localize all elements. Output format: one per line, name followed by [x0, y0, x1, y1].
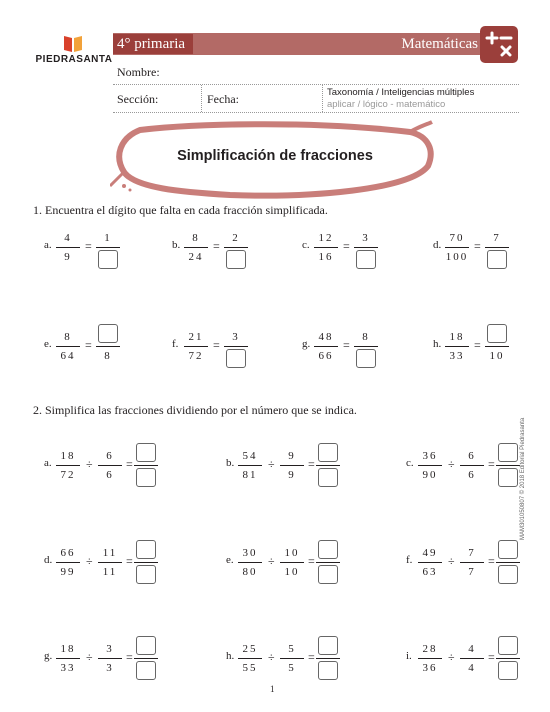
- numerator: 11: [102, 547, 118, 559]
- answer-numerator-box[interactable]: [498, 443, 518, 462]
- fraction-bar: [184, 247, 208, 248]
- answer-denominator-box[interactable]: [318, 661, 338, 680]
- exercise-label: f.: [406, 554, 413, 566]
- answer-box[interactable]: [98, 250, 118, 269]
- denominator: 36: [422, 662, 438, 674]
- exercise-label: e.: [226, 554, 234, 566]
- divide-sign: ÷: [448, 457, 455, 471]
- given-fraction: [56, 546, 80, 579]
- denominator: 72: [188, 350, 204, 362]
- result-denominator: [485, 349, 509, 363]
- denominator: 64: [60, 350, 76, 362]
- numerator: 7: [468, 547, 476, 559]
- plus-minus-times-icon: [480, 26, 518, 63]
- answer-numerator-box[interactable]: [136, 443, 156, 462]
- exercise-label: b.: [226, 457, 235, 469]
- exercise-label: b.: [172, 239, 181, 251]
- taxonomy-sub-label: aplicar / lógico - matemático: [327, 99, 446, 110]
- equals-sign: =: [343, 239, 350, 253]
- fraction-bar: [56, 465, 80, 466]
- answer-numerator-box[interactable]: [136, 540, 156, 559]
- numerator: 54: [242, 450, 258, 462]
- name-line[interactable]: [113, 84, 519, 85]
- numerator: 66: [60, 547, 76, 559]
- denominator: 80: [242, 566, 258, 578]
- brand-logo: [34, 34, 114, 74]
- denominator: 90: [422, 469, 438, 481]
- given-fraction: [184, 330, 208, 363]
- answer-denominator-box[interactable]: [498, 565, 518, 584]
- given-fraction: [56, 231, 80, 264]
- denominator: 7: [468, 566, 476, 578]
- denominator: 33: [60, 662, 76, 674]
- divisor-fraction: [280, 449, 304, 482]
- denominator: 16: [318, 251, 334, 263]
- fraction-bar: [445, 247, 469, 248]
- numerator: 6: [106, 450, 114, 462]
- answer-numerator-box[interactable]: [318, 540, 338, 559]
- answer-denominator-box[interactable]: [318, 565, 338, 584]
- date-label: Fecha:: [207, 92, 239, 106]
- fraction-bar: [98, 562, 122, 563]
- exercise-label: g.: [44, 650, 53, 662]
- numerator: 4: [468, 643, 476, 655]
- equals-sign: =: [308, 554, 315, 568]
- fraction-bar: [134, 562, 158, 563]
- given-fraction: [238, 642, 262, 675]
- numerator: 10: [284, 547, 300, 559]
- divisor-fraction: [98, 546, 122, 579]
- fraction-bar: [316, 465, 340, 466]
- denominator: 6: [106, 469, 114, 481]
- numerator: 18: [60, 643, 76, 655]
- divisor-fraction: [460, 449, 484, 482]
- divide-sign: ÷: [86, 650, 93, 664]
- denominator: 81: [242, 469, 258, 481]
- fraction-bar: [316, 562, 340, 563]
- section-line: [113, 112, 519, 113]
- answer-denominator-box[interactable]: [136, 661, 156, 680]
- equals-sign: =: [308, 650, 315, 664]
- grade-label: 4° primaria: [113, 34, 193, 54]
- divider: [322, 85, 323, 112]
- exercise-label: i.: [406, 650, 412, 662]
- numerator: 18: [60, 450, 76, 462]
- numerator: 18: [449, 331, 465, 343]
- given-fraction: [56, 449, 80, 482]
- equals-sign: =: [85, 338, 92, 352]
- numerator: 28: [422, 643, 438, 655]
- numerator: 9: [288, 450, 296, 462]
- instruction-1: 1. Encuentra el dígito que falta en cada fracción simplificada.: [33, 203, 328, 217]
- fraction-bar: [98, 465, 122, 466]
- answer-box[interactable]: [487, 250, 507, 269]
- equals-sign: =: [85, 239, 92, 253]
- numerator: 8: [64, 331, 72, 343]
- numerator: 36: [422, 450, 438, 462]
- fraction-bar: [460, 658, 484, 659]
- answer-numerator-box[interactable]: [318, 636, 338, 655]
- equals-sign: =: [126, 554, 133, 568]
- numerator: 30: [242, 547, 258, 559]
- numerator: 7: [493, 232, 501, 244]
- fraction-bar: [56, 658, 80, 659]
- result-denominator: [96, 349, 120, 363]
- given-fraction: [56, 330, 80, 363]
- given-fraction: [418, 642, 442, 675]
- divide-sign: ÷: [86, 457, 93, 471]
- denominator: 55: [242, 662, 258, 674]
- numerator: 8: [362, 331, 370, 343]
- given-fraction: [314, 330, 338, 363]
- fraction-bar: [485, 346, 509, 347]
- answer-box[interactable]: [356, 250, 376, 269]
- equals-sign: =: [343, 338, 350, 352]
- fraction-bar: [134, 465, 158, 466]
- fraction-bar: [354, 346, 378, 347]
- denominator: 9: [288, 469, 296, 481]
- result-numerator: [96, 231, 120, 245]
- denominator: 3: [106, 662, 114, 674]
- fraction-bar: [418, 658, 442, 659]
- equals-sign: =: [488, 554, 495, 568]
- denominator: 6: [468, 469, 476, 481]
- answer-denominator-box[interactable]: [318, 468, 338, 487]
- divide-sign: ÷: [86, 554, 93, 568]
- given-fraction: [238, 546, 262, 579]
- fraction-bar: [496, 465, 520, 466]
- divider: [201, 85, 202, 112]
- numerator: 4: [64, 232, 72, 244]
- fraction-bar: [56, 247, 80, 248]
- exercise-label: c.: [302, 239, 310, 251]
- divide-sign: ÷: [268, 650, 275, 664]
- numerator: 49: [422, 547, 438, 559]
- name-label: Nombre:: [117, 65, 160, 79]
- fraction-bar: [238, 465, 262, 466]
- numerator: 48: [318, 331, 334, 343]
- exercise-label: h.: [226, 650, 235, 662]
- fraction-bar: [354, 247, 378, 248]
- fraction-bar: [418, 562, 442, 563]
- answer-numerator-box[interactable]: [136, 636, 156, 655]
- fraction-bar: [314, 247, 338, 248]
- fraction-bar: [280, 562, 304, 563]
- brand-name: PIEDRASANTA: [35, 54, 113, 65]
- answer-box[interactable]: [226, 349, 246, 368]
- divide-sign: ÷: [268, 457, 275, 471]
- fraction-bar: [96, 247, 120, 248]
- fraction-bar: [224, 247, 248, 248]
- equals-sign: =: [308, 457, 315, 471]
- denominator: 24: [188, 251, 204, 263]
- numerator: 3: [232, 331, 240, 343]
- equals-sign: =: [126, 457, 133, 471]
- given-fraction: [238, 449, 262, 482]
- given-fraction: [184, 231, 208, 264]
- answer-denominator-box[interactable]: [136, 468, 156, 487]
- denominator: 10: [489, 350, 505, 362]
- denominator: 63: [422, 566, 438, 578]
- fraction-bar: [56, 562, 80, 563]
- fraction-bar: [280, 465, 304, 466]
- fraction-bar: [280, 658, 304, 659]
- numerator: 6: [468, 450, 476, 462]
- fraction-bar: [445, 346, 469, 347]
- divisor-fraction: [280, 642, 304, 675]
- numerator: 3: [106, 643, 114, 655]
- fraction-bar: [314, 346, 338, 347]
- divisor-fraction: [460, 546, 484, 579]
- divide-sign: ÷: [448, 554, 455, 568]
- exercise-label: c.: [406, 457, 414, 469]
- exercise-label: d.: [44, 554, 53, 566]
- answer-numerator-box[interactable]: [498, 636, 518, 655]
- exercise-label: h.: [433, 338, 442, 350]
- numerator: 12: [318, 232, 334, 244]
- given-fraction: [445, 330, 469, 363]
- numerator: 21: [188, 331, 204, 343]
- fraction-bar: [496, 658, 520, 659]
- answer-numerator-box[interactable]: [498, 540, 518, 559]
- denominator: 66: [318, 350, 334, 362]
- copyright-credit: MAM301050807 © 2018 Editorial Piedrasanta: [520, 417, 526, 540]
- denominator: 33: [449, 350, 465, 362]
- divide-sign: ÷: [448, 650, 455, 664]
- answer-denominator-box[interactable]: [498, 468, 518, 487]
- numerator: 5: [288, 643, 296, 655]
- fraction-bar: [184, 346, 208, 347]
- given-fraction: [418, 449, 442, 482]
- equals-sign: =: [474, 338, 481, 352]
- divisor-fraction: [460, 642, 484, 675]
- fraction-bar: [134, 658, 158, 659]
- fraction-bar: [485, 247, 509, 248]
- page-number: 1: [270, 684, 275, 694]
- fraction-bar: [56, 346, 80, 347]
- given-fraction: [56, 642, 80, 675]
- instruction-2: 2. Simplifica las fracciones dividiendo por el número que se indica.: [33, 403, 357, 417]
- numerator: 70: [449, 232, 465, 244]
- result-numerator: [354, 231, 378, 245]
- given-fraction: [445, 231, 469, 264]
- fraction-bar: [496, 562, 520, 563]
- given-fraction: [418, 546, 442, 579]
- fraction-bar: [238, 562, 262, 563]
- exercise-label: g.: [302, 338, 311, 350]
- page-title: Simplificación de fracciones: [177, 148, 373, 164]
- fraction-bar: [418, 465, 442, 466]
- denominator: 9: [64, 251, 72, 263]
- equals-sign: =: [126, 650, 133, 664]
- equals-sign: =: [488, 650, 495, 664]
- fraction-bar: [238, 658, 262, 659]
- equals-sign: =: [213, 338, 220, 352]
- numerator: 1: [104, 232, 112, 244]
- denominator: 72: [60, 469, 76, 481]
- numerator: 25: [242, 643, 258, 655]
- exercise-label: f.: [172, 338, 179, 350]
- numerator: 2: [232, 232, 240, 244]
- denominator: 5: [288, 662, 296, 674]
- exercise-label: d.: [433, 239, 442, 251]
- answer-numerator-box[interactable]: [318, 443, 338, 462]
- subject-label: Matemáticas: [401, 36, 478, 52]
- fraction-bar: [96, 346, 120, 347]
- equals-sign: =: [488, 457, 495, 471]
- divisor-fraction: [280, 546, 304, 579]
- result-numerator: [224, 330, 248, 344]
- given-fraction: [314, 231, 338, 264]
- answer-denominator-box[interactable]: [498, 661, 518, 680]
- book-logo-icon: [62, 34, 84, 54]
- answer-box[interactable]: [98, 324, 118, 343]
- result-numerator: [485, 231, 509, 245]
- exercise-label: e.: [44, 338, 52, 350]
- exercise-label: a.: [44, 457, 52, 469]
- taxonomy-label: Taxonomía / Inteligencias múltiples: [327, 87, 475, 98]
- equals-sign: =: [213, 239, 220, 253]
- denominator: 4: [468, 662, 476, 674]
- exercise-label: a.: [44, 239, 52, 251]
- answer-box[interactable]: [356, 349, 376, 368]
- answer-denominator-box[interactable]: [136, 565, 156, 584]
- numerator: 8: [192, 232, 200, 244]
- fraction-bar: [460, 562, 484, 563]
- denominator: 99: [60, 566, 76, 578]
- denominator: 10: [284, 566, 300, 578]
- answer-box[interactable]: [226, 250, 246, 269]
- divide-sign: ÷: [268, 554, 275, 568]
- fraction-bar: [316, 658, 340, 659]
- fraction-bar: [460, 465, 484, 466]
- denominator: 100: [445, 251, 469, 263]
- divisor-fraction: [98, 642, 122, 675]
- numerator: 3: [362, 232, 370, 244]
- divisor-fraction: [98, 449, 122, 482]
- result-numerator: [354, 330, 378, 344]
- answer-box[interactable]: [487, 324, 507, 343]
- denominator: 8: [104, 350, 112, 362]
- result-numerator: [224, 231, 248, 245]
- fraction-bar: [98, 658, 122, 659]
- equals-sign: =: [474, 239, 481, 253]
- fraction-bar: [224, 346, 248, 347]
- section-label: Sección:: [117, 92, 159, 106]
- denominator: 11: [102, 566, 118, 578]
